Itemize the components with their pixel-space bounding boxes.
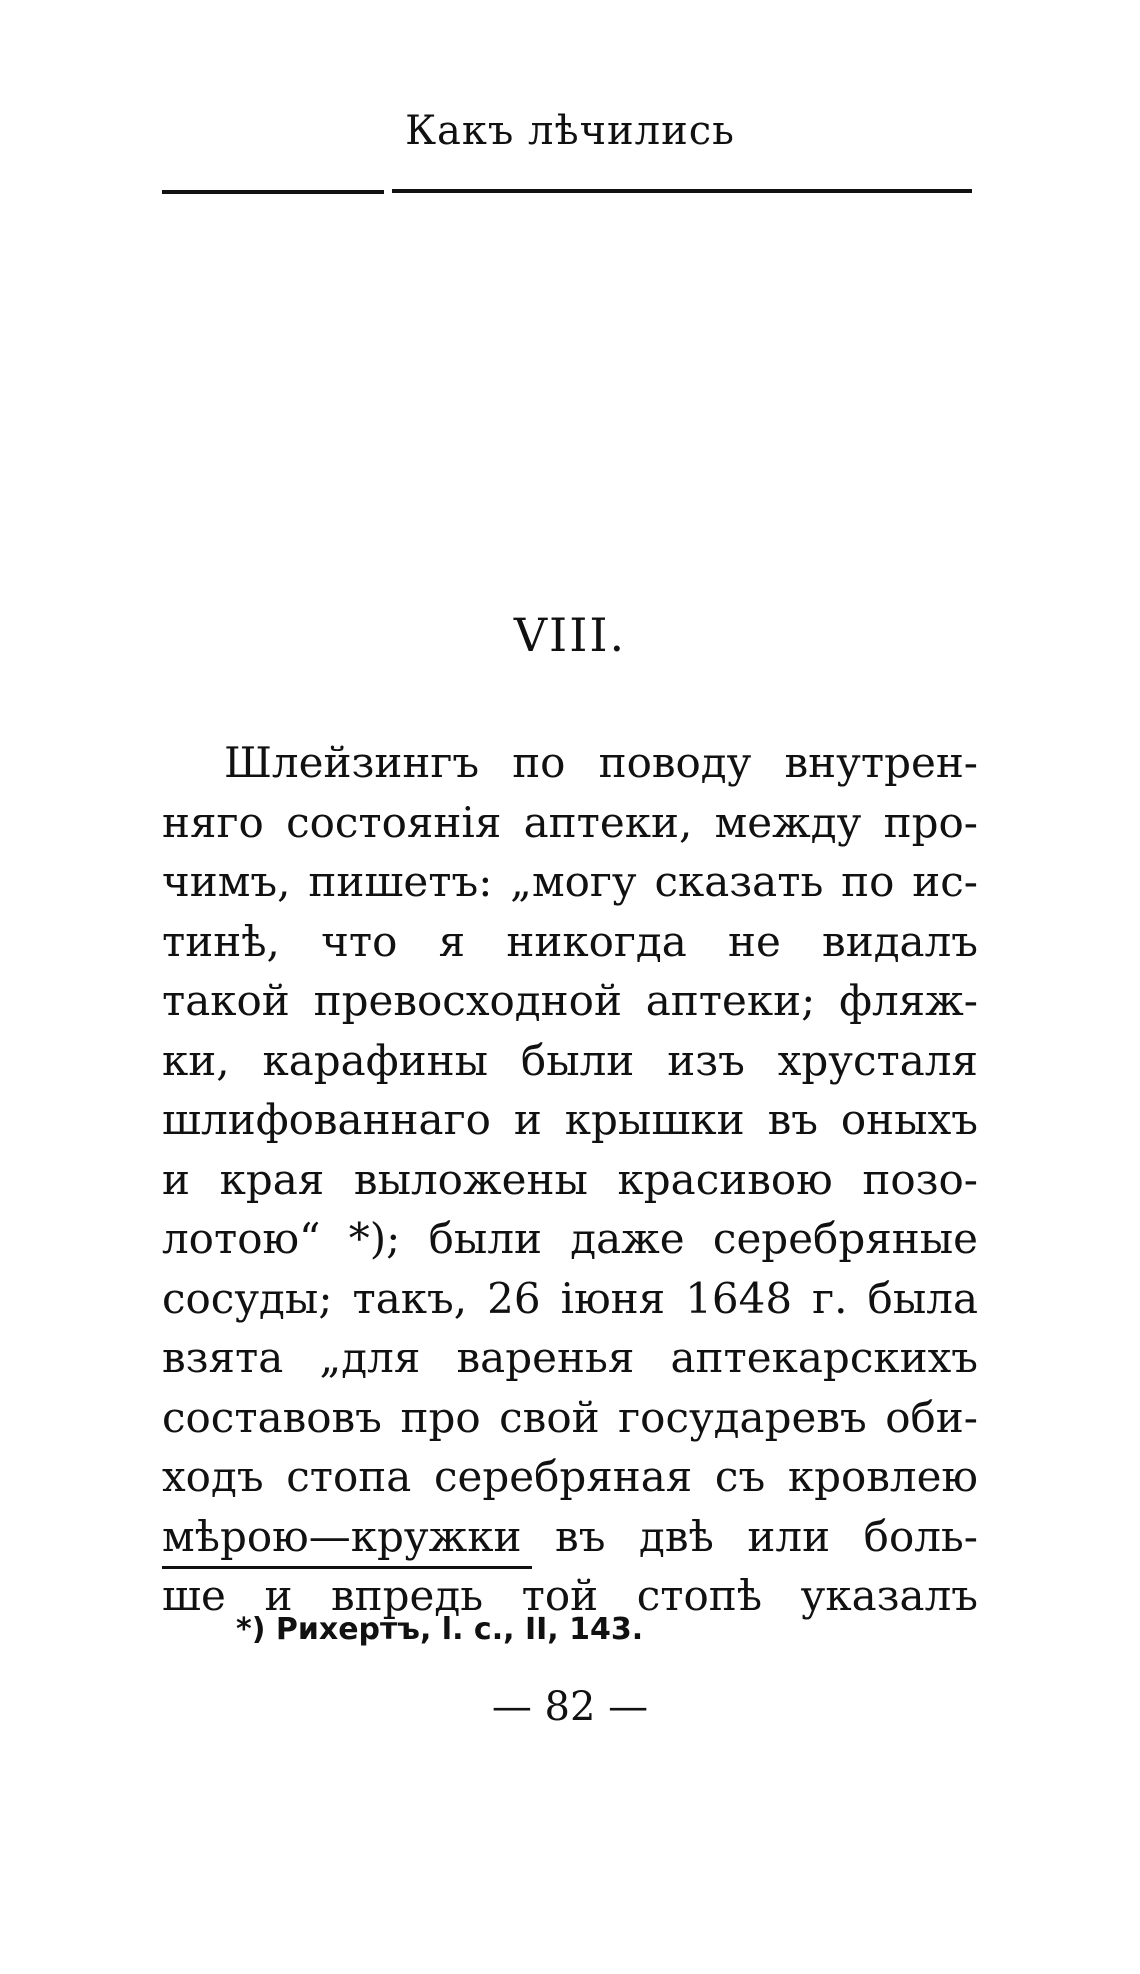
footnote-rule — [162, 1566, 532, 1569]
body-line: няго состоянія аптеки, между про- — [162, 797, 978, 847]
body-line: составовъ про свой государевъ оби- — [162, 1392, 978, 1442]
body-line: взята „для варенья аптекарскихъ — [162, 1333, 978, 1382]
body-line: мѣрою—кружки въ двѣ или боль- — [162, 1511, 978, 1561]
chapter-number: VIII. — [513, 608, 627, 662]
body-line: ходъ стопа серебряная съ кровлею — [162, 1452, 978, 1501]
body-line: ше и впредь той стопѣ указалъ — [162, 1571, 978, 1620]
footnote: *) Рихертъ, l. c., II, 143. — [236, 1612, 644, 1647]
header-rule-right — [392, 189, 972, 193]
body-line: и края выложены красивою позо- — [162, 1154, 978, 1204]
running-head: Какъ лѣчились — [405, 108, 735, 154]
body-line: ки, карафины были изъ хрусталя — [162, 1035, 978, 1085]
page-number: — 82 — — [491, 1684, 649, 1730]
body-paragraph — [162, 733, 978, 1626]
body-line: тинѣ, что я никогда не видалъ — [162, 916, 978, 966]
body-line: Шлейзингъ по поводу внутрен- — [224, 738, 978, 787]
body-line: сосуды; такъ, 26 іюня 1648 г. была — [162, 1273, 978, 1323]
body-line: лотою“ *); были даже серебряные — [162, 1214, 978, 1263]
body-line: такой превосходной аптеки; фляж- — [162, 976, 978, 1025]
body-line: чимъ, пишетъ: „могу сказать по ис- — [162, 857, 978, 906]
header-rule-left — [162, 190, 384, 194]
body-line: шлифованнаго и крышки въ оныхъ — [162, 1095, 978, 1144]
